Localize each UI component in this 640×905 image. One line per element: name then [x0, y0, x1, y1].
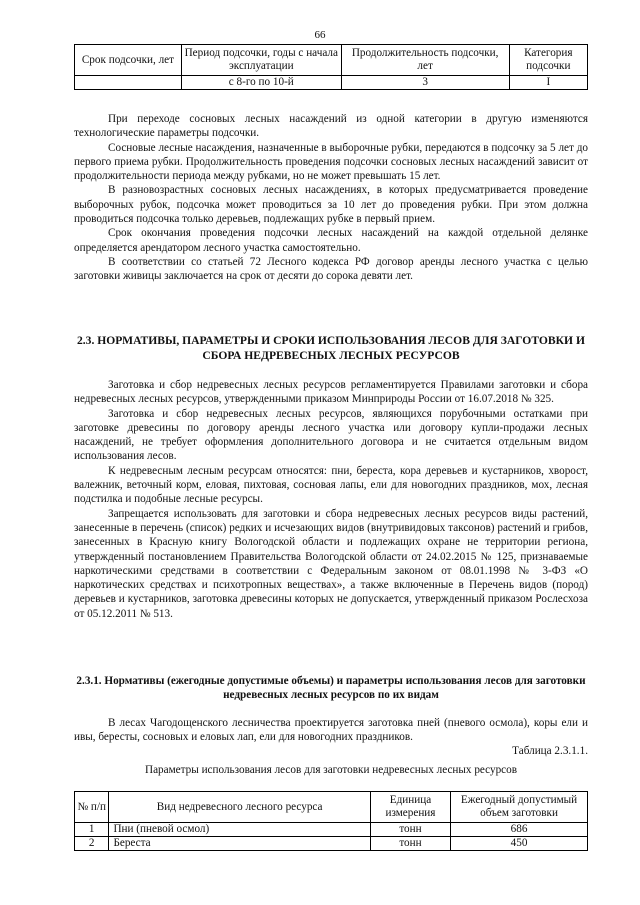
section-heading-2-3-1: 2.3.1. Нормативы (ежегодные допустимые объемы) и параметры использования лесов для заготовки недревесных лесных ресурсов по их видам [76, 675, 586, 702]
page-number: 66 [314, 29, 326, 41]
table-header-cell: № п/п [75, 792, 109, 823]
table-cell: 686 [451, 823, 588, 837]
table-cell: Пни (пневой осмол) [109, 823, 370, 837]
paragraph: Сосновые лесные насаждения, назначенные в выборочные рубки, передаются в подсочку за 5 лет до первого приема рубки. Продолжительность проведения подсочки сосновых лесных насаждений зависит от продолжительности периода между рубками, но не может превышать 15 лет. [74, 141, 588, 183]
table-row [75, 837, 588, 851]
table-header-cell: Вид недревесного лесного ресурса [109, 792, 370, 823]
paragraph: Заготовка и сбор недревесных лесных ресурсов регламентируется Правилами заготовки и сбора недревесных лесных ресурсов, утвержденными приказом Минприроды России от 16.07.2018 № 325. [74, 379, 588, 406]
table-header-cell: Период подсочки, годы с начала эксплуатации [181, 45, 341, 76]
paragraph: Запрещается использовать для заготовки и сбора недревесных лесных ресурсов виды растений, занесенные в перечень (список) редких и исчезающих видов (внутривидовых таксонов) растений и грибов, занесенных в Красную книгу Вологодской области и подлежащих охране не территории региона, утвержденный постановлением Правительства Вологодской области от 24.02.2015 № 125, признаваемые наркотическими средствами в соответствии с Федеральным законом от 08.01.1998 № 3-ФЗ «О наркотических средствах и психотропных веществах», а также включенные в Перечень видов (пород) деревьев и кустарников, заготовка древесины которых не допускается, утвержденный приказом Рослесхоза от 05.12.2011 № 513. [74, 507, 588, 620]
paragraph-block-1 [74, 112, 588, 284]
harvest-period-table [74, 44, 588, 90]
paragraph: При переходе сосновых лесных насаждений из одной категории в другую изменяются технологические параметры подсочки. [74, 113, 588, 140]
paragraph: В соответствии со статьей 72 Лесного кодекса РФ договор аренды лесного участка с целью заготовки живицы заключается на срок от десяти до сорока девяти лет. [74, 255, 588, 283]
table-header-cell: Продолжительность подсочки, лет [341, 45, 509, 76]
table-row [75, 823, 588, 837]
table-header-cell: Категория подсочки [509, 45, 587, 76]
table-caption: Параметры использования лесов для заготовки недревесных лесных ресурсов [144, 764, 518, 776]
paragraph-block-3 [74, 716, 588, 745]
table-cell: I [509, 76, 587, 90]
table-cell: 1 [75, 823, 109, 837]
paragraph: В лесах Чагодощенского лесничества проектируется заготовка пней (пневого осмола), коры ели и ивы, бересты, сосновых и еловых лап, ели для новогодних праздников. [74, 717, 588, 744]
table-cell: тонн [370, 823, 450, 837]
paragraph: В разновозрастных сосновых лесных насаждениях, в которых предусматривается проведение выборочных рубок, подсочка может проводиться за 10 лет до проведения рубки. При этом должна проводиться подсочка только деревьев, подлежащих рубке в первый прием. [74, 184, 588, 226]
table-label: Таблица 2.3.1.1. [512, 745, 588, 757]
table-header-cell: Единица измерения [370, 792, 450, 823]
table-header-row [75, 45, 588, 76]
paragraph: К недревесным лесным ресурсам относятся: пни, береста, кора деревьев и кустарников, хворост, валежник, веточный корм, еловая, пихтовая, сосновая лапы, ели для новогодних праздников, мох, лесная подстилка и подобные лесные ресурсы. [74, 464, 588, 506]
table-cell: Береста [109, 837, 370, 851]
table-header-cell: Ежегодный допустимый объем заготовки [451, 792, 588, 823]
paragraph: Срок окончания проведения подсочки лесных насаждений на каждой отдельной делянке определяется арендатором лесного участка самостоятельно. [74, 227, 588, 254]
table-cell: 450 [451, 837, 588, 851]
paragraph-block-2 [74, 378, 588, 621]
table-cell: тонн [370, 837, 450, 851]
table-header-cell: Срок подсочки, лет [75, 45, 182, 76]
section-heading-2-3: 2.3. НОРМАТИВЫ, ПАРАМЕТРЫ И СРОКИ ИСПОЛЬЗОВАНИЯ ЛЕСОВ ДЛЯ ЗАГОТОВКИ И СБОРА НЕДРЕВЕСНЫХ ЛЕСНЫХ РЕСУРСОВ [76, 334, 585, 362]
table-cell: 3 [341, 76, 509, 90]
table-cell [75, 76, 182, 90]
resource-volume-table [74, 791, 588, 851]
paragraph: Заготовка и сбор недревесных лесных ресурсов, являющихся порубочными остатками при заготовке древесины по договору аренды лесного участка или договору купли-продажи лесных насаждений, не требует оформления дополнительного договора и не считается отдельным видом использования лесов. [74, 407, 588, 463]
table-header-row [75, 792, 588, 823]
table-row [75, 76, 588, 90]
table-cell: с 8-го по 10-й [181, 76, 341, 90]
table-cell: 2 [75, 837, 109, 851]
